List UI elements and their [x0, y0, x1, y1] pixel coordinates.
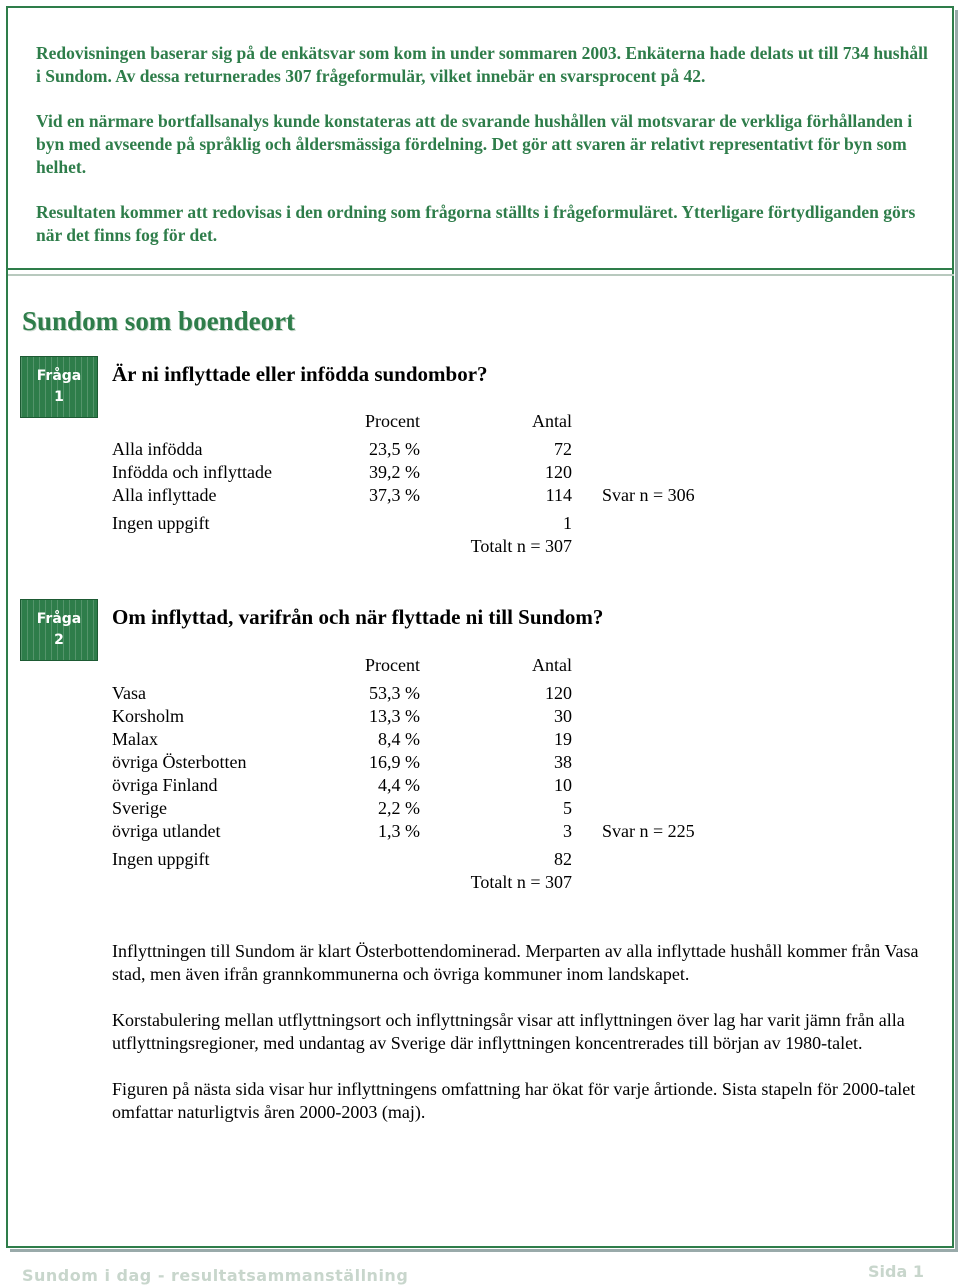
- commentary-paragraph: Inflyttningen till Sundom är klart Österbottendominerad. Merparten av alla inflyttade hushåll kommer från Vasa stad, men även ifrån grannkommunerna och övriga kommuner inom landskapet.: [112, 941, 919, 984]
- row-count: 5: [563, 798, 572, 818]
- row-label: Ingen uppgift: [112, 513, 210, 533]
- row-label: Infödda och inflyttade: [112, 462, 272, 482]
- row-count: 19: [554, 729, 572, 749]
- total-count: Totalt n = 307: [470, 872, 572, 892]
- row-label: Alla infödda: [112, 439, 203, 459]
- row-percent: 4,4 %: [378, 775, 420, 795]
- question-badge-word: Fråga: [36, 611, 82, 627]
- intro-paragraph: Redovisningen baserar sig på de enkätsvar som kom in under sommaren 2003. Enkäterna hade delats ut till 734 hushåll i Sundom. Av dessa returnerades 307 frågeformulär, vilket innebär en svarsprocent på 42.: [36, 43, 928, 86]
- question-title-1: Är ni inflyttade eller infödda sundombor?: [112, 362, 488, 386]
- question-title-2: Om inflyttad, varifrån och när flyttade ni till Sundom?: [112, 605, 604, 629]
- row-label: Sverige: [112, 798, 167, 818]
- row-percent: 2,2 %: [378, 798, 420, 818]
- column-header-percent: Procent: [365, 411, 420, 431]
- row-label: Vasa: [112, 683, 146, 703]
- intro-text-block: [36, 42, 936, 269]
- total-count: Totalt n = 307: [470, 536, 572, 556]
- row-label: Korsholm: [112, 706, 184, 726]
- row-label: övriga Finland: [112, 775, 218, 795]
- answer-count-note: Svar n = 306: [602, 485, 695, 505]
- row-count: 114: [545, 485, 572, 505]
- row-count: 82: [554, 849, 572, 869]
- row-label: Ingen uppgift: [112, 849, 210, 869]
- column-header-count: Antal: [532, 411, 572, 431]
- commentary-paragraph: Figuren på nästa sida visar hur inflyttningens omfattning har ökat för varje årtionde. Sista stapeln för 2000-talet omfattar naturligtvis åren 2000-2003 (maj).: [112, 1079, 916, 1122]
- question-badge-number: 1: [54, 389, 64, 405]
- row-percent: 37,3 %: [369, 485, 420, 505]
- row-count: 1: [563, 513, 572, 533]
- row-label: Malax: [112, 729, 158, 749]
- row-percent: 8,4 %: [378, 729, 420, 749]
- row-label: övriga utlandet: [112, 821, 221, 841]
- commentary-paragraph: Korstabulering mellan utflyttningsort och inflyttningsår visar att inflyttningen över lag har varit jämn från alla utflyttningsregioner, med undantag av Sverige där inflyttningen koncentrerades till början av 1980-talet.: [112, 1010, 905, 1053]
- question-badge-number: 2: [54, 632, 64, 648]
- row-label: övriga Österbotten: [112, 752, 247, 772]
- row-label: Alla inflyttade: [112, 485, 217, 505]
- column-header-percent: Procent: [365, 655, 420, 675]
- question-badge-2: [20, 599, 98, 661]
- row-count: 38: [554, 752, 572, 772]
- intro-paragraph: Resultaten kommer att redovisas i den ordning som frågorna ställts i frågeformuläret. Ytterligare förtydliganden görs när det finns fog för det.: [36, 202, 916, 245]
- answer-count-note: Svar n = 225: [602, 821, 695, 841]
- row-percent: 16,9 %: [369, 752, 420, 772]
- row-count: 120: [545, 462, 572, 482]
- question-badge-word: Fråga: [36, 368, 82, 384]
- question-badge-1: [20, 356, 98, 418]
- commentary-text-block: [112, 940, 932, 1147]
- footer-page-number: Sida 1: [868, 1262, 924, 1281]
- column-header-count: Antal: [532, 655, 572, 675]
- row-percent: 53,3 %: [369, 683, 420, 703]
- intro-divider: [8, 268, 954, 276]
- row-count: 3: [563, 821, 572, 841]
- row-percent: 39,2 %: [369, 462, 420, 482]
- row-percent: 1,3 %: [378, 821, 420, 841]
- row-percent: 23,5 %: [369, 439, 420, 459]
- row-count: 10: [554, 775, 572, 795]
- section-title: Sundom som boendeort: [22, 306, 296, 336]
- footer-document-title: Sundom i dag - resultatsammanställning: [22, 1266, 409, 1285]
- row-count: 30: [554, 706, 572, 726]
- row-count: 120: [545, 683, 572, 703]
- row-count: 72: [554, 439, 572, 459]
- row-percent: 13,3 %: [369, 706, 420, 726]
- intro-paragraph: Vid en närmare bortfallsanalys kunde konstateras att de svarande hushållen väl motsvarar de verkliga förhållanden i byn med avseende på språklig och åldersmässiga fördelning. Det gör att svaren är relativt representativt för byn som helhet.: [36, 111, 913, 177]
